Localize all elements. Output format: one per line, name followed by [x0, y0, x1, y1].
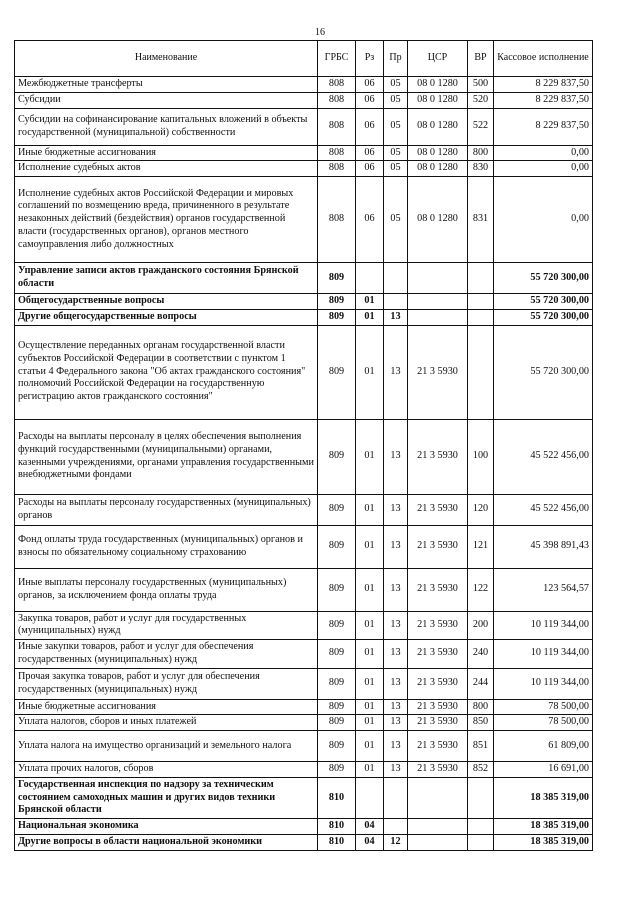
row-vr-cell: 121 — [468, 525, 494, 568]
row-csr-cell: 21 3 5930 — [408, 568, 468, 611]
row-rz-cell: 06 — [356, 177, 384, 263]
row-grbs-cell: 809 — [318, 525, 356, 568]
row-pr-cell: 05 — [384, 177, 408, 263]
row-amount-cell: 0,00 — [494, 145, 593, 161]
row-vr-cell — [468, 819, 494, 835]
row-name-cell: Расходы на выплаты персоналу государственных (муниципальных) органов — [15, 494, 318, 525]
table-row — [15, 777, 593, 818]
row-vr-cell — [468, 834, 494, 850]
table-row — [15, 177, 593, 263]
row-amount-cell: 55 720 300,00 — [494, 325, 593, 419]
row-rz-cell: 06 — [356, 92, 384, 108]
row-grbs-cell: 809 — [318, 611, 356, 640]
row-amount-cell: 8 229 837,50 — [494, 77, 593, 93]
row-pr-cell: 13 — [384, 568, 408, 611]
row-pr-cell: 13 — [384, 715, 408, 731]
row-grbs-cell: 809 — [318, 494, 356, 525]
row-pr-cell: 13 — [384, 309, 408, 325]
row-csr-cell: 08 0 1280 — [408, 177, 468, 263]
row-csr-cell: 21 3 5930 — [408, 525, 468, 568]
header-vr: ВР — [468, 41, 494, 77]
row-rz-cell: 01 — [356, 731, 384, 762]
row-csr-cell: 21 3 5930 — [408, 668, 468, 699]
row-vr-cell: 831 — [468, 177, 494, 263]
row-vr-cell: 830 — [468, 161, 494, 177]
row-amount-cell: 18 385 319,00 — [494, 819, 593, 835]
row-name-cell: Закупка товаров, работ и услуг для государственных (муниципальных) нужд — [15, 611, 318, 640]
table-row — [15, 419, 593, 494]
row-amount-cell: 45 398 891,43 — [494, 525, 593, 568]
row-amount-cell: 55 720 300,00 — [494, 309, 593, 325]
header-pr: Пр — [384, 41, 408, 77]
row-csr-cell — [408, 294, 468, 310]
row-pr-cell: 13 — [384, 494, 408, 525]
row-rz-cell: 01 — [356, 525, 384, 568]
table-row — [15, 325, 593, 419]
row-vr-cell — [468, 263, 494, 294]
row-amount-cell: 61 809,00 — [494, 731, 593, 762]
row-rz-cell: 06 — [356, 77, 384, 93]
row-grbs-cell: 809 — [318, 715, 356, 731]
row-grbs-cell: 809 — [318, 309, 356, 325]
row-amount-cell: 18 385 319,00 — [494, 834, 593, 850]
row-name-cell: Расходы на выплаты персоналу в целях обеспечения выполнения функций государственными (муниципальными) органами, казенными учреждениями, органами управления государственными внебюджетными фондами — [15, 419, 318, 494]
row-grbs-cell: 808 — [318, 145, 356, 161]
row-pr-cell: 05 — [384, 77, 408, 93]
table-row — [15, 762, 593, 778]
row-name-cell: Другие вопросы в области национальной экономики — [15, 834, 318, 850]
row-vr-cell: 522 — [468, 108, 494, 145]
row-csr-cell: 21 3 5930 — [408, 494, 468, 525]
row-amount-cell: 0,00 — [494, 161, 593, 177]
row-rz-cell: 01 — [356, 419, 384, 494]
table-row — [15, 108, 593, 145]
row-pr-cell: 12 — [384, 834, 408, 850]
row-grbs-cell: 808 — [318, 77, 356, 93]
table-row — [15, 161, 593, 177]
row-name-cell: Субсидии на софинансирование капитальных вложений в объекты государственной (муниципальной) собственности — [15, 108, 318, 145]
table-row — [15, 77, 593, 93]
row-csr-cell: 21 3 5930 — [408, 731, 468, 762]
row-pr-cell: 13 — [384, 525, 408, 568]
row-grbs-cell: 808 — [318, 108, 356, 145]
table-row — [15, 819, 593, 835]
row-name-cell: Государственная инспекция по надзору за техническим состоянием самоходных машин и других видов техники Брянской области — [15, 777, 318, 818]
row-vr-cell: 200 — [468, 611, 494, 640]
row-amount-cell: 55 720 300,00 — [494, 263, 593, 294]
row-name-cell: Исполнение судебных актов Российской Федерации и мировых соглашений по возмещению вреда, причиненного в результате незаконных действий (бездействия) органов государственной власти (государственных органов), органов местного самоуправления либо должностных — [15, 177, 318, 263]
table-row — [15, 640, 593, 669]
row-amount-cell: 0,00 — [494, 177, 593, 263]
row-rz-cell — [356, 263, 384, 294]
row-pr-cell — [384, 777, 408, 818]
row-pr-cell — [384, 263, 408, 294]
table-row — [15, 668, 593, 699]
row-grbs-cell: 809 — [318, 419, 356, 494]
row-grbs-cell: 809 — [318, 325, 356, 419]
row-rz-cell: 01 — [356, 494, 384, 525]
row-csr-cell: 21 3 5930 — [408, 699, 468, 715]
row-csr-cell: 21 3 5930 — [408, 325, 468, 419]
row-csr-cell — [408, 263, 468, 294]
row-grbs-cell: 809 — [318, 699, 356, 715]
row-name-cell: Межбюджетные трансферты — [15, 77, 318, 93]
row-name-cell: Уплата налога на имущество организаций и земельного налога — [15, 731, 318, 762]
table-row — [15, 715, 593, 731]
row-grbs-cell: 809 — [318, 640, 356, 669]
row-grbs-cell: 809 — [318, 731, 356, 762]
row-pr-cell: 13 — [384, 640, 408, 669]
row-name-cell: Управление записи актов гражданского состояния Брянской области — [15, 263, 318, 294]
header-rz: Рз — [356, 41, 384, 77]
table-row — [15, 309, 593, 325]
row-pr-cell: 13 — [384, 611, 408, 640]
row-pr-cell: 13 — [384, 325, 408, 419]
header-amount: Кассовое исполнение — [494, 41, 593, 77]
row-csr-cell: 21 3 5930 — [408, 611, 468, 640]
row-csr-cell: 08 0 1280 — [408, 108, 468, 145]
row-pr-cell: 13 — [384, 762, 408, 778]
page-number: 16 — [315, 27, 325, 38]
row-rz-cell: 01 — [356, 294, 384, 310]
row-grbs-cell: 809 — [318, 568, 356, 611]
row-amount-cell: 10 119 344,00 — [494, 611, 593, 640]
row-vr-cell: 122 — [468, 568, 494, 611]
row-vr-cell — [468, 325, 494, 419]
row-name-cell: Субсидии — [15, 92, 318, 108]
row-amount-cell: 16 691,00 — [494, 762, 593, 778]
row-vr-cell: 800 — [468, 145, 494, 161]
table-row — [15, 294, 593, 310]
row-name-cell: Другие общегосударственные вопросы — [15, 309, 318, 325]
row-name-cell: Уплата налогов, сборов и иных платежей — [15, 715, 318, 731]
row-vr-cell: 244 — [468, 668, 494, 699]
table-row — [15, 92, 593, 108]
row-grbs-cell: 810 — [318, 834, 356, 850]
table-row — [15, 263, 593, 294]
table-row — [15, 525, 593, 568]
row-amount-cell: 123 564,57 — [494, 568, 593, 611]
row-vr-cell: 500 — [468, 77, 494, 93]
row-vr-cell: 850 — [468, 715, 494, 731]
header-csr: ЦСР — [408, 41, 468, 77]
row-vr-cell: 800 — [468, 699, 494, 715]
row-rz-cell — [356, 777, 384, 818]
row-name-cell: Иные выплаты персоналу государственных (муниципальных) органов, за исключением фонда оплаты труда — [15, 568, 318, 611]
row-amount-cell: 8 229 837,50 — [494, 92, 593, 108]
row-name-cell: Общегосударственные вопросы — [15, 294, 318, 310]
row-pr-cell: 05 — [384, 145, 408, 161]
table-row — [15, 494, 593, 525]
header-name: Наименование — [15, 41, 318, 77]
header-grbs: ГРБС — [318, 41, 356, 77]
row-csr-cell: 08 0 1280 — [408, 161, 468, 177]
row-rz-cell: 06 — [356, 145, 384, 161]
row-pr-cell: 13 — [384, 419, 408, 494]
row-pr-cell: 13 — [384, 668, 408, 699]
row-rz-cell: 04 — [356, 819, 384, 835]
row-rz-cell: 01 — [356, 325, 384, 419]
row-rz-cell: 01 — [356, 699, 384, 715]
row-vr-cell: 851 — [468, 731, 494, 762]
row-rz-cell: 01 — [356, 309, 384, 325]
row-csr-cell — [408, 777, 468, 818]
row-pr-cell: 05 — [384, 161, 408, 177]
row-csr-cell: 08 0 1280 — [408, 77, 468, 93]
row-amount-cell: 10 119 344,00 — [494, 668, 593, 699]
table-row — [15, 699, 593, 715]
row-pr-cell: 13 — [384, 699, 408, 715]
row-rz-cell: 04 — [356, 834, 384, 850]
table-row — [15, 145, 593, 161]
row-pr-cell: 05 — [384, 108, 408, 145]
row-grbs-cell: 809 — [318, 668, 356, 699]
table-row — [15, 568, 593, 611]
row-name-cell: Иные закупки товаров, работ и услуг для обеспечения государственных (муниципальных) нужд — [15, 640, 318, 669]
row-vr-cell — [468, 294, 494, 310]
table-row — [15, 834, 593, 850]
row-name-cell: Иные бюджетные ассигнования — [15, 699, 318, 715]
row-rz-cell: 06 — [356, 108, 384, 145]
row-amount-cell: 45 522 456,00 — [494, 494, 593, 525]
row-grbs-cell: 809 — [318, 294, 356, 310]
row-rz-cell: 06 — [356, 161, 384, 177]
row-vr-cell: 240 — [468, 640, 494, 669]
row-csr-cell: 21 3 5930 — [408, 715, 468, 731]
row-vr-cell: 520 — [468, 92, 494, 108]
row-amount-cell: 8 229 837,50 — [494, 108, 593, 145]
row-amount-cell: 55 720 300,00 — [494, 294, 593, 310]
row-amount-cell: 78 500,00 — [494, 699, 593, 715]
row-pr-cell: 13 — [384, 731, 408, 762]
row-csr-cell: 21 3 5930 — [408, 762, 468, 778]
row-csr-cell: 08 0 1280 — [408, 145, 468, 161]
row-name-cell: Национальная экономика — [15, 819, 318, 835]
row-amount-cell: 45 522 456,00 — [494, 419, 593, 494]
row-rz-cell: 01 — [356, 762, 384, 778]
row-csr-cell: 08 0 1280 — [408, 92, 468, 108]
row-rz-cell: 01 — [356, 611, 384, 640]
row-amount-cell: 18 385 319,00 — [494, 777, 593, 818]
row-grbs-cell: 810 — [318, 819, 356, 835]
row-rz-cell: 01 — [356, 668, 384, 699]
row-grbs-cell: 808 — [318, 177, 356, 263]
row-pr-cell — [384, 294, 408, 310]
row-csr-cell — [408, 834, 468, 850]
row-vr-cell — [468, 309, 494, 325]
row-vr-cell — [468, 777, 494, 818]
row-name-cell: Фонд оплаты труда государственных (муниципальных) органов и взносы по обязательному социальному страхованию — [15, 525, 318, 568]
row-name-cell: Уплата прочих налогов, сборов — [15, 762, 318, 778]
row-amount-cell: 78 500,00 — [494, 715, 593, 731]
budget-table — [14, 40, 593, 851]
row-vr-cell: 852 — [468, 762, 494, 778]
row-csr-cell — [408, 309, 468, 325]
row-name-cell: Исполнение судебных актов — [15, 161, 318, 177]
row-rz-cell: 01 — [356, 715, 384, 731]
row-csr-cell: 21 3 5930 — [408, 419, 468, 494]
row-name-cell: Осуществление переданных органам государственной власти субъектов Российской Федерации в соответствии с пунктом 1 статьи 4 Федерального закона "Об актах гражданского состояния" полномочий Российской Федерации на государственную регистрацию актов гражданского состояния" — [15, 325, 318, 419]
row-csr-cell — [408, 819, 468, 835]
row-pr-cell — [384, 819, 408, 835]
table-row — [15, 731, 593, 762]
row-rz-cell: 01 — [356, 568, 384, 611]
table-row — [15, 611, 593, 640]
row-rz-cell: 01 — [356, 640, 384, 669]
row-name-cell: Прочая закупка товаров, работ и услуг для обеспечения государственных (муниципальных) нужд — [15, 668, 318, 699]
row-grbs-cell: 809 — [318, 263, 356, 294]
row-csr-cell: 21 3 5930 — [408, 640, 468, 669]
row-grbs-cell: 808 — [318, 161, 356, 177]
row-vr-cell: 120 — [468, 494, 494, 525]
row-grbs-cell: 808 — [318, 92, 356, 108]
row-amount-cell: 10 119 344,00 — [494, 640, 593, 669]
row-vr-cell: 100 — [468, 419, 494, 494]
row-grbs-cell: 809 — [318, 762, 356, 778]
row-grbs-cell: 810 — [318, 777, 356, 818]
table-header-row — [15, 41, 593, 77]
row-name-cell: Иные бюджетные ассигнования — [15, 145, 318, 161]
row-pr-cell: 05 — [384, 92, 408, 108]
